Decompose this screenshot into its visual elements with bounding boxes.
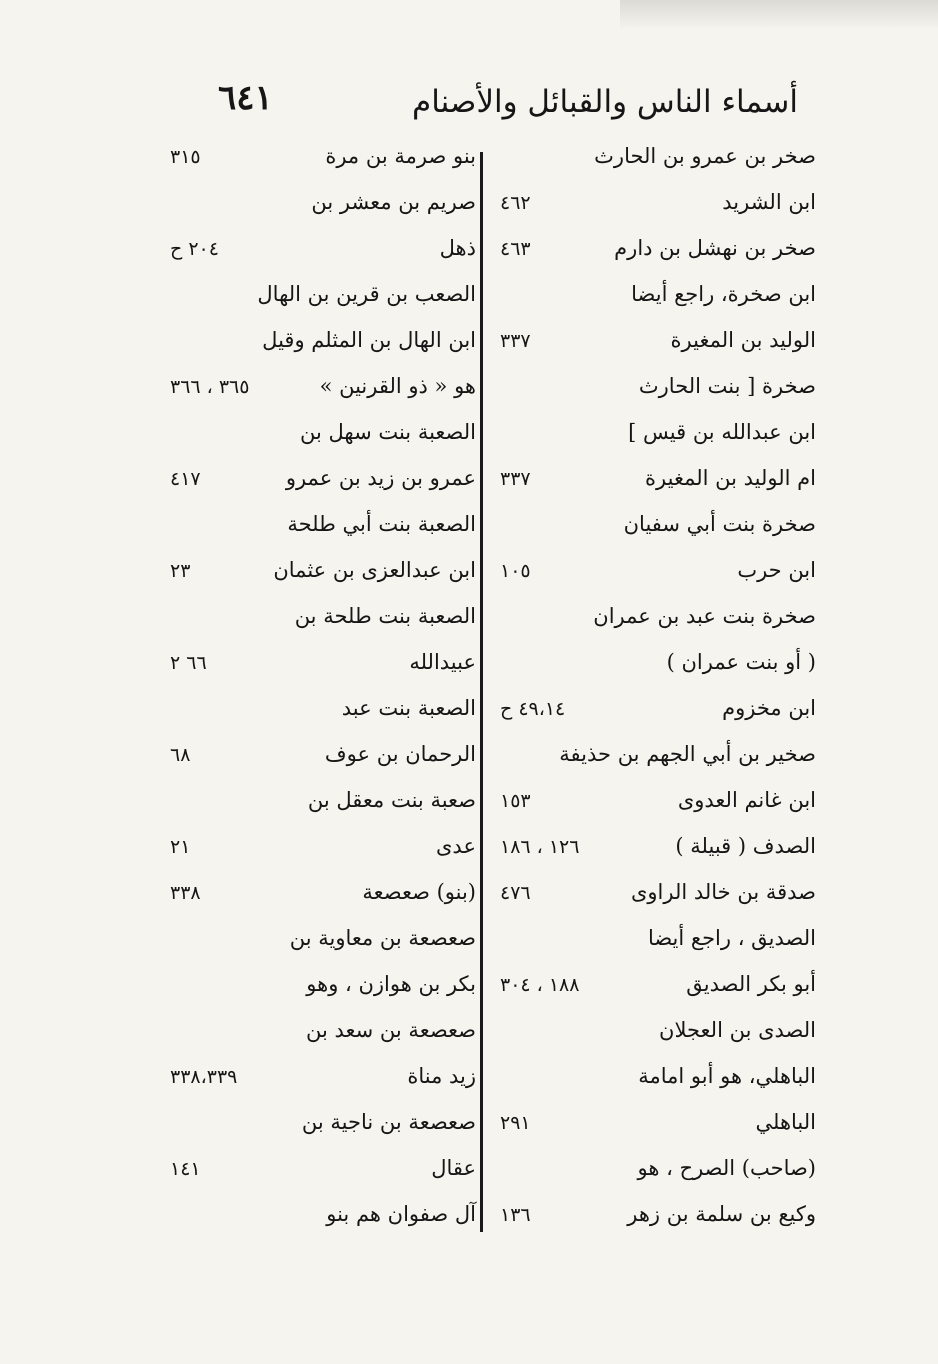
index-entry: [168, 922, 476, 962]
entry-page-refs: ٦٨: [170, 744, 191, 766]
entry-name: صعصعة بن معاوية بن: [289, 926, 476, 950]
page-title: أسماء الناس والقبائل والأصنام: [412, 84, 798, 120]
index-entry: [168, 692, 476, 732]
entry-name: ابن غانم العدوى: [677, 788, 816, 812]
entry-page-refs: ٢٣: [170, 560, 191, 582]
entry-name: صخر بن عمرو بن الحارث: [594, 144, 816, 168]
entry-name: عدى: [436, 834, 476, 858]
entry-page-refs: ١٢٦ ، ١٨٦: [500, 836, 580, 858]
entry-name: زيد مناة: [407, 1064, 476, 1088]
entry-name: الصعب بن قرين بن الهال: [257, 282, 476, 306]
index-entry: [498, 646, 816, 686]
index-entry: [168, 232, 476, 272]
column-divider: [480, 152, 483, 1232]
index-entry: [168, 600, 476, 640]
entry-name: الصعبة بنت أبي طلحة: [287, 512, 476, 536]
entry-name: صريم بن معشر بن: [311, 190, 476, 214]
index-entry: [168, 186, 476, 226]
entry-page-refs: ١٠٥: [500, 560, 531, 582]
index-entry: [168, 278, 476, 318]
entry-page-refs: ٦٦ ٢: [170, 652, 207, 674]
index-entry: [498, 416, 816, 456]
index-entry: [168, 324, 476, 364]
entry-name: الباهلي: [755, 1110, 816, 1134]
entry-name: (صاحب) الصرح ، هو: [637, 1156, 816, 1180]
index-entry: [168, 416, 476, 456]
entry-page-refs: ٣٣٨،٣٣٩: [170, 1066, 238, 1088]
entry-name: ذهل: [439, 236, 476, 260]
index-entry: [168, 1106, 476, 1146]
entry-page-refs: ٤١٧: [170, 468, 201, 490]
index-entry: [498, 968, 816, 1008]
entry-page-refs: ٣٣٨: [170, 882, 201, 904]
entry-page-refs: ٣٦٥ ، ٣٦٦: [170, 376, 250, 398]
index-entry: [498, 508, 816, 548]
entry-name: ابن صخرة، راجع أيضا: [631, 282, 816, 306]
index-entry: [168, 1198, 476, 1238]
index-entry: [168, 462, 476, 502]
index-entry: [168, 140, 476, 180]
index-entry: [498, 1198, 816, 1238]
entry-name: الباهلي، هو أبو امامة: [638, 1064, 816, 1088]
index-entry: [168, 1060, 476, 1100]
entry-name: آل صفوان هم بنو: [326, 1202, 476, 1226]
index-entry: [168, 646, 476, 686]
entry-name: صخير بن أبي الجهم بن حذيفة: [559, 742, 816, 766]
entry-name: الوليد بن المغيرة: [670, 328, 816, 352]
entry-name: ابن الهال بن المثلم وقيل: [262, 328, 476, 352]
scan-edge-shadow: [620, 0, 938, 30]
entry-page-refs: ١٥٣: [500, 790, 531, 812]
index-entry: [498, 784, 816, 824]
index-entry: [168, 876, 476, 916]
entry-page-refs: ٤٧٦: [500, 882, 531, 904]
entry-name: الصدى بن العجلان: [659, 1018, 816, 1042]
entry-name: ابن مخزوم: [722, 696, 816, 720]
index-entry: [168, 738, 476, 778]
entry-name: صخر بن نهشل بن دارم: [614, 236, 816, 260]
entry-name: صخرة بنت أبي سفيان: [623, 512, 816, 536]
entry-page-refs: ٢٠٤ ح: [170, 238, 219, 260]
entry-name: أبو بكر الصديق: [686, 972, 816, 996]
entry-name: هو « ذو القرنين »: [319, 374, 476, 398]
index-entry: [498, 692, 816, 732]
index-entry: [498, 462, 816, 502]
index-entry: [498, 600, 816, 640]
entry-name: ام الوليد بن المغيرة: [645, 466, 816, 490]
index-entry: [498, 140, 816, 180]
index-entry: [498, 876, 816, 916]
index-entry: [498, 232, 816, 272]
entry-page-refs: ٣٣٧: [500, 330, 531, 352]
entry-name: ابن الشريد: [722, 190, 816, 214]
entry-name: ابن عبدالعزى بن عثمان: [273, 558, 476, 582]
index-entry: [168, 830, 476, 870]
page-number: ٦٤١: [218, 78, 273, 118]
index-entry: [168, 554, 476, 594]
index-entry: [168, 1014, 476, 1054]
entry-name: صعبة بنت معقل بن: [307, 788, 476, 812]
entry-name: الصعبة بنت عبد: [341, 696, 476, 720]
index-entry: [498, 1106, 816, 1146]
index-entry: [498, 830, 816, 870]
entry-name: الصديق ، راجع أيضا: [647, 926, 816, 950]
entry-name: عمرو بن زيد بن عمرو: [285, 466, 476, 490]
index-entry: [168, 1152, 476, 1192]
entry-page-refs: ٤٦٣: [500, 238, 531, 260]
entry-page-refs: ١٨٨ ، ٣٠٤: [500, 974, 580, 996]
entry-name: صدقة بن خالد الراوى: [630, 880, 816, 904]
index-entry: [498, 1060, 816, 1100]
entry-name: الصعبة بنت طلحة بن: [294, 604, 476, 628]
entry-page-refs: ٤٦٢: [500, 192, 531, 214]
entry-name: الصدف ( قبيلة ): [675, 834, 816, 858]
entry-name: ( أو بنت عمران ): [666, 650, 816, 674]
index-entry: [168, 370, 476, 410]
entry-name: (بنو) صعصعة: [362, 880, 476, 904]
index-entry: [498, 922, 816, 962]
index-entry: [498, 324, 816, 364]
entry-name: الرحمان بن عوف: [324, 742, 476, 766]
entry-page-refs: ١٤١: [170, 1158, 201, 1180]
index-entry: [498, 186, 816, 226]
entry-name: بنو صرمة بن مرة: [325, 144, 476, 168]
entry-name: صخرة [ بنت الحارث: [638, 374, 816, 398]
index-entry: [498, 1014, 816, 1054]
index-entry: [168, 784, 476, 824]
entry-page-refs: ٣١٥: [170, 146, 201, 168]
entry-name: ابن حرب: [737, 558, 816, 582]
entry-page-refs: ٢٩١: [500, 1112, 531, 1134]
entry-name: صخرة بنت عبد بن عمران: [593, 604, 816, 628]
entry-name: عبيدالله: [409, 650, 476, 674]
entry-name: بكر بن هوازن ، وهو: [306, 972, 476, 996]
index-entry: [498, 370, 816, 410]
entry-page-refs: ٢١: [170, 836, 191, 858]
index-entry: [168, 508, 476, 548]
index-entry: [498, 738, 816, 778]
index-entry: [498, 1152, 816, 1192]
entry-page-refs: ٣٣٧: [500, 468, 531, 490]
entry-name: ابن عبدالله بن قيس ]: [628, 420, 816, 444]
entry-name: الصعبة بنت سهل بن: [299, 420, 476, 444]
entry-page-refs: ٤٩،١٤ ح: [500, 698, 566, 720]
index-entry: [498, 554, 816, 594]
index-entry: [168, 968, 476, 1008]
index-entry: [498, 278, 816, 318]
entry-name: صعصعة بن ناجية بن: [301, 1110, 476, 1134]
entry-name: وكيع بن سلمة بن زهر: [627, 1202, 816, 1226]
entry-page-refs: ١٣٦: [500, 1204, 531, 1226]
entry-name: عقال: [431, 1156, 476, 1180]
entry-name: صعصعة بن سعد بن: [306, 1018, 476, 1042]
